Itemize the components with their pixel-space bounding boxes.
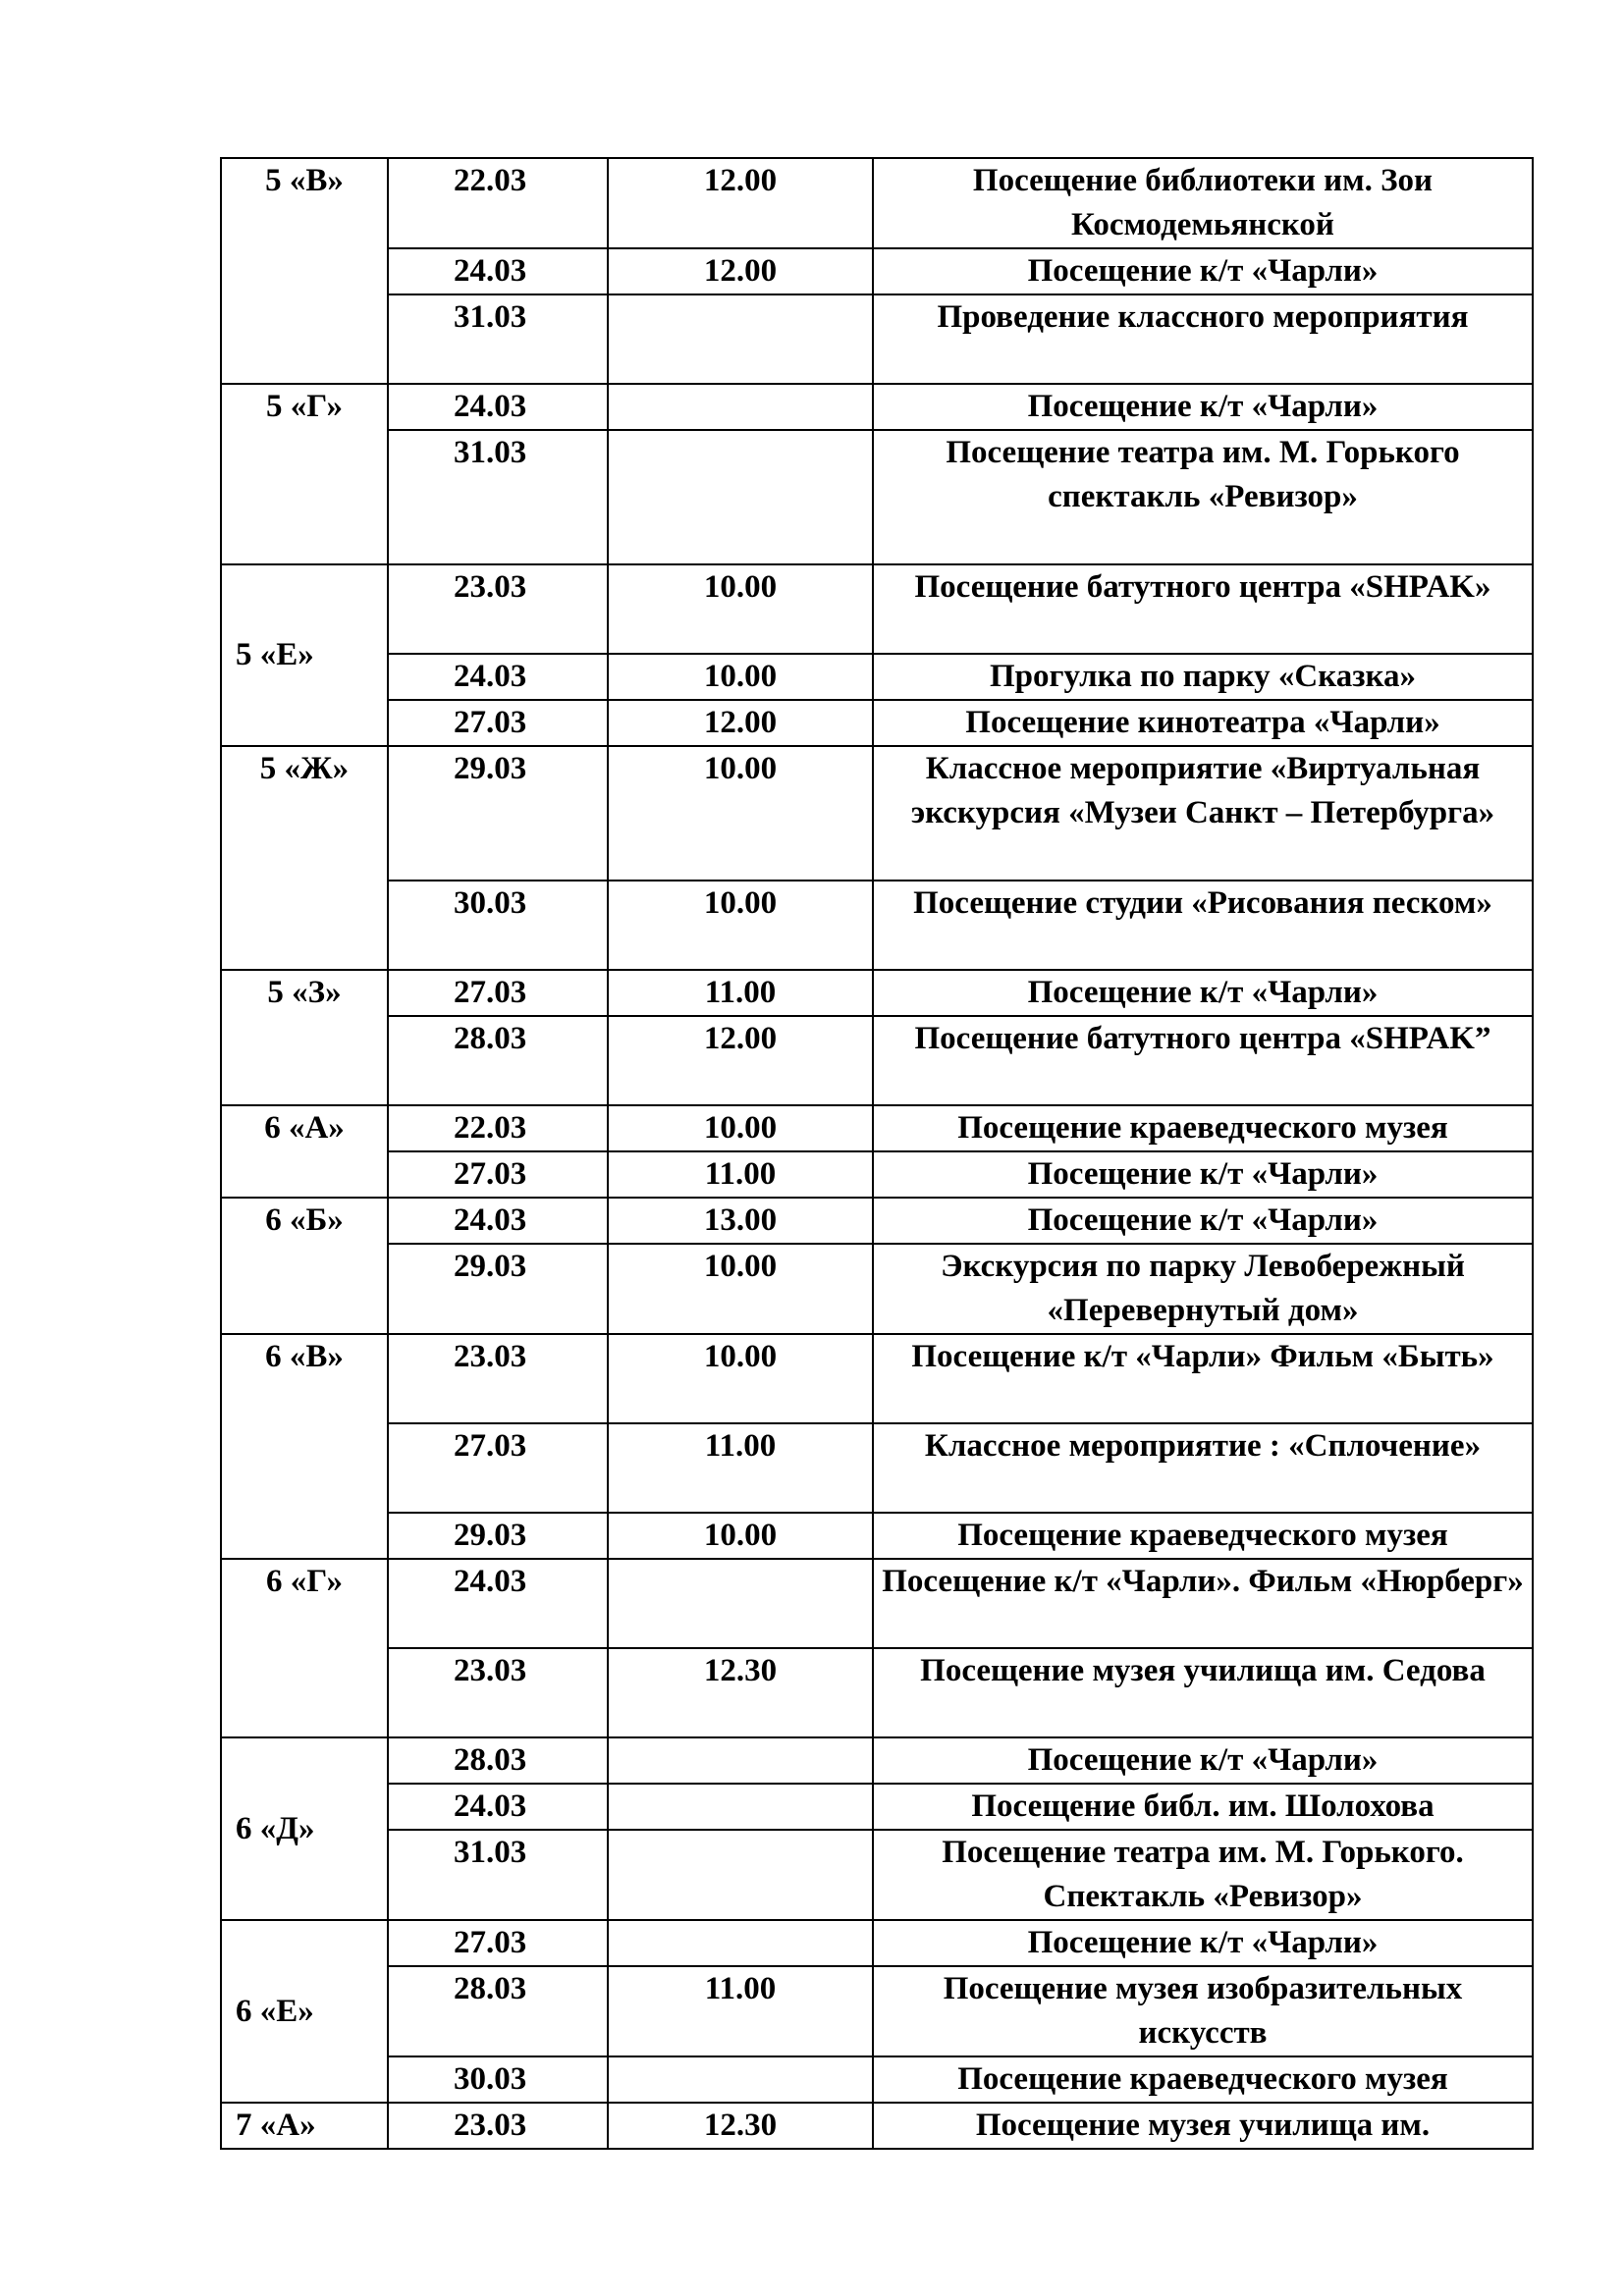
event-cell: Посещение краеведческого музея (873, 2056, 1533, 2103)
date-cell: 27.03 (388, 1151, 608, 1198)
date-cell: 22.03 (388, 1105, 608, 1151)
time-cell: 10.00 (608, 881, 873, 970)
table-row (221, 158, 1533, 248)
event-cell: Экскурсия по парку Левобережный «Перевернутый дом» (873, 1244, 1533, 1334)
class-cell: 6 «Д» (221, 1737, 388, 1920)
event-cell: Посещение музея изобразительных искусств (873, 1966, 1533, 2056)
time-cell: 11.00 (608, 1966, 873, 2056)
table-row (221, 1966, 1533, 2056)
event-cell: Посещение библ. им. Шолохова (873, 1784, 1533, 1830)
table-row (221, 2103, 1533, 2149)
date-cell: 31.03 (388, 1830, 608, 1920)
time-cell: 12.00 (608, 248, 873, 294)
event-cell: Проведение классного мероприятия (873, 294, 1533, 384)
time-cell: 10.00 (608, 654, 873, 700)
date-cell: 30.03 (388, 2056, 608, 2103)
table-row (221, 1784, 1533, 1830)
table-row (221, 294, 1533, 384)
time-cell: 10.00 (608, 746, 873, 881)
date-cell: 31.03 (388, 430, 608, 564)
class-cell: 5 «В» (221, 158, 388, 384)
date-cell: 27.03 (388, 700, 608, 746)
class-cell: 7 «А» (221, 2103, 388, 2149)
time-cell (608, 1784, 873, 1830)
time-cell: 12.00 (608, 700, 873, 746)
event-cell: Посещение кинотеатра «Чарли» (873, 700, 1533, 746)
date-cell: 24.03 (388, 1559, 608, 1648)
event-cell: Посещение батутного центра «SHPAK» (873, 564, 1533, 654)
time-cell: 10.00 (608, 1334, 873, 1423)
table-row (221, 1737, 1533, 1784)
class-cell: 6 «В» (221, 1334, 388, 1559)
time-cell (608, 384, 873, 430)
date-cell: 27.03 (388, 970, 608, 1016)
time-cell: 11.00 (608, 1423, 873, 1513)
event-cell: Посещение библиотеки им. Зои Космодемьянской (873, 158, 1533, 248)
event-cell: Посещение театра им. М. Горького. Спектакль «Ревизор» (873, 1830, 1533, 1920)
date-cell: 23.03 (388, 564, 608, 654)
class-cell: 5 «Ж» (221, 746, 388, 970)
table-row (221, 1423, 1533, 1513)
class-cell: 5 «Е» (221, 564, 388, 746)
time-cell: 10.00 (608, 1105, 873, 1151)
date-cell: 28.03 (388, 1016, 608, 1105)
table-row (221, 1334, 1533, 1423)
time-cell: 13.00 (608, 1198, 873, 1244)
table-row (221, 1105, 1533, 1151)
date-cell: 24.03 (388, 248, 608, 294)
table-row (221, 746, 1533, 881)
time-cell (608, 1737, 873, 1784)
time-cell: 10.00 (608, 564, 873, 654)
table-row (221, 1920, 1533, 1966)
event-cell: Посещение к/т «Чарли». Фильм «Нюрберг» (873, 1559, 1533, 1648)
date-cell: 22.03 (388, 158, 608, 248)
table-row (221, 1016, 1533, 1105)
date-cell: 28.03 (388, 1966, 608, 2056)
class-cell: 6 «А» (221, 1105, 388, 1198)
time-cell: 12.30 (608, 1648, 873, 1737)
table-row (221, 2056, 1533, 2103)
time-cell: 11.00 (608, 970, 873, 1016)
event-cell: Посещение музея училища им. Седова (873, 1648, 1533, 1737)
date-cell: 27.03 (388, 1423, 608, 1513)
event-cell: Посещение к/т «Чарли» (873, 384, 1533, 430)
date-cell: 24.03 (388, 654, 608, 700)
table-row (221, 1559, 1533, 1648)
table-row (221, 564, 1533, 654)
time-cell (608, 1830, 873, 1920)
time-cell (608, 2056, 873, 2103)
time-cell: 11.00 (608, 1151, 873, 1198)
event-cell: Посещение к/т «Чарли» (873, 1198, 1533, 1244)
table-row (221, 970, 1533, 1016)
event-cell: Посещение к/т «Чарли» (873, 1920, 1533, 1966)
table-row (221, 1244, 1533, 1334)
date-cell: 23.03 (388, 2103, 608, 2149)
table-row (221, 881, 1533, 970)
date-cell: 23.03 (388, 1648, 608, 1737)
time-cell: 12.00 (608, 158, 873, 248)
event-cell: Посещение к/т «Чарли» (873, 1151, 1533, 1198)
date-cell: 28.03 (388, 1737, 608, 1784)
event-cell: Классное мероприятие «Виртуальная экскурсия «Музеи Санкт – Петербурга» (873, 746, 1533, 881)
event-cell: Посещение к/т «Чарли» (873, 1737, 1533, 1784)
table-row (221, 654, 1533, 700)
time-cell: 10.00 (608, 1244, 873, 1334)
date-cell: 24.03 (388, 1784, 608, 1830)
event-cell: Посещение батутного центра «SHPAK” (873, 1016, 1533, 1105)
table-row (221, 248, 1533, 294)
date-cell: 29.03 (388, 1244, 608, 1334)
time-cell (608, 1559, 873, 1648)
time-cell (608, 430, 873, 564)
time-cell (608, 1920, 873, 1966)
class-cell: 6 «Б» (221, 1198, 388, 1334)
table-row (221, 1151, 1533, 1198)
event-cell: Посещение краеведческого музея (873, 1513, 1533, 1559)
class-cell: 5 «Г» (221, 384, 388, 564)
date-cell: 24.03 (388, 384, 608, 430)
schedule-table (220, 157, 1534, 2150)
table-row (221, 1648, 1533, 1737)
time-cell (608, 294, 873, 384)
date-cell: 29.03 (388, 1513, 608, 1559)
class-cell: 5 «З» (221, 970, 388, 1105)
event-cell: Посещение музея училища им. (873, 2103, 1533, 2149)
table-row (221, 384, 1533, 430)
time-cell: 12.00 (608, 1016, 873, 1105)
date-cell: 24.03 (388, 1198, 608, 1244)
date-cell: 31.03 (388, 294, 608, 384)
date-cell: 30.03 (388, 881, 608, 970)
class-cell: 6 «Г» (221, 1559, 388, 1737)
event-cell: Посещение театра им. М. Горького спектакль «Ревизор» (873, 430, 1533, 564)
event-cell: Классное мероприятие : «Сплочение» (873, 1423, 1533, 1513)
time-cell: 10.00 (608, 1513, 873, 1559)
event-cell: Посещение к/т «Чарли» Фильм «Быть» (873, 1334, 1533, 1423)
event-cell: Посещение краеведческого музея (873, 1105, 1533, 1151)
date-cell: 27.03 (388, 1920, 608, 1966)
event-cell: Посещение к/т «Чарли» (873, 970, 1533, 1016)
time-cell: 12.30 (608, 2103, 873, 2149)
table-row (221, 700, 1533, 746)
table-row (221, 430, 1533, 564)
event-cell: Посещение студии «Рисования песком» (873, 881, 1533, 970)
class-cell: 6 «Е» (221, 1920, 388, 2103)
table-row (221, 1198, 1533, 1244)
event-cell: Прогулка по парку «Сказка» (873, 654, 1533, 700)
table-row (221, 1830, 1533, 1920)
date-cell: 23.03 (388, 1334, 608, 1423)
date-cell: 29.03 (388, 746, 608, 881)
table-row (221, 1513, 1533, 1559)
event-cell: Посещение к/т «Чарли» (873, 248, 1533, 294)
